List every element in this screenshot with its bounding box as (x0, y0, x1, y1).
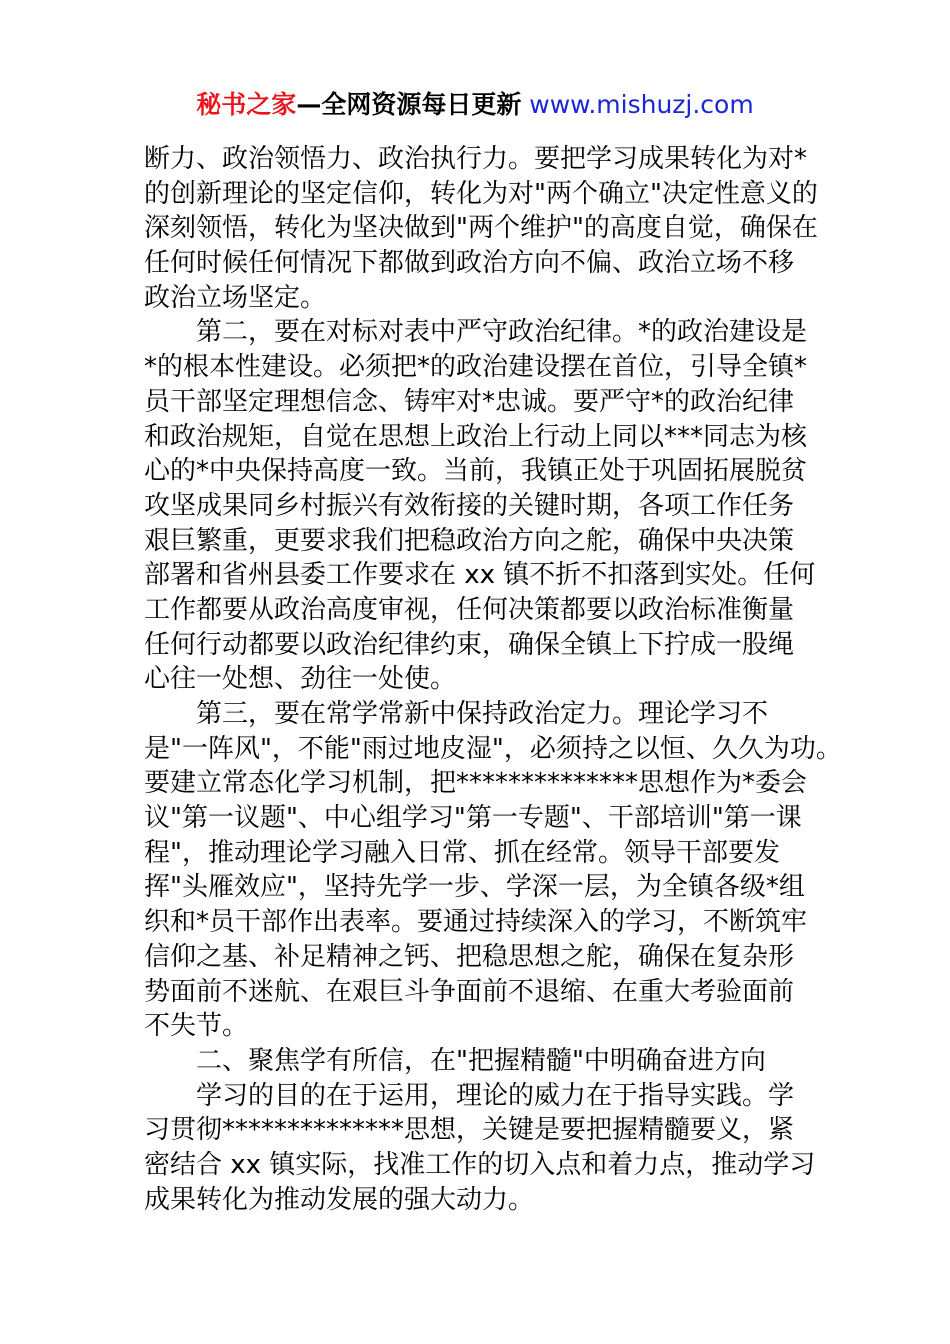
text-line: 习贯彻**************思想，关键是要把握精髓要义，紧 (144, 1115, 795, 1146)
paragraph-start-line: 第二，要在对标对表中严守政治纪律。*的政治建设是 (196, 317, 808, 348)
text-line: 任何时候任何情况下都做到政治方向不偏、政治立场不移 (144, 248, 795, 279)
text-line: 政治立场坚定。 (144, 282, 327, 313)
brand-name: 秘书之家 (196, 90, 297, 119)
document-body (144, 142, 842, 1217)
text-line: 攻坚成果同乡村振兴有效衔接的关键时期，各项工作任务 (144, 490, 795, 521)
text-line: 心往一处想、劲往一处使。 (144, 664, 457, 695)
text-line: 的创新理论的坚定信仰，转化为对"两个确立"决定性意义的 (144, 178, 818, 209)
text-line: 不失节。 (144, 1011, 249, 1042)
header-url-link[interactable]: www.mishuzj.com (529, 90, 754, 119)
section-heading: 二、聚焦学有所信，在"把握精髓"中明确奋进方向 (196, 1045, 766, 1076)
text-line: 部署和省州县委工作要求在 xx 镇不折不扣落到实处。任何 (144, 560, 816, 591)
text-line: 断力、政治领悟力、政治执行力。要把学习成果转化为对* (144, 144, 808, 174)
text-line: 密结合 xx 镇实际，找准工作的切入点和着力点，推动学习 (144, 1149, 816, 1180)
text-line: 议"第一议题"、中心组学习"第一专题"、干部培训"第一课 (144, 803, 802, 834)
text-line: 成果转化为推动发展的强大动力。 (144, 1184, 535, 1215)
text-line: 心的*中央保持高度一致。当前，我镇正处于巩固拓展脱贫 (144, 456, 808, 487)
text-line: 是"一阵风"，不能"雨过地皮湿"，必须持之以恒、久久为功。 (144, 733, 842, 764)
text-line: 工作都要从政治高度审视，任何决策都要以政治标准衡量 (144, 594, 795, 625)
text-line: 程"，推动理论学习融入日常、抓在经常。领导干部要发 (144, 837, 780, 868)
text-line: 员干部坚定理想信念、铸牢对*忠诚。要严守*的政治纪律 (144, 386, 795, 417)
text-line: 势面前不迷航、在艰巨斗争面前不退缩、在重大考验面前 (144, 976, 795, 1007)
text-line: 挥"头雁效应"，坚持先学一步、学深一层，为全镇各级*组 (144, 872, 805, 903)
text-line: 深刻领悟，转化为坚决做到"两个维护"的高度自觉，确保在 (144, 213, 818, 244)
text-line: 任何行动都要以政治纪律约束，确保全镇上下拧成一股绳 (144, 629, 795, 660)
text-line: 艰巨繁重，更要求我们把稳政治方向之舵，确保中央决策 (144, 525, 795, 556)
paragraph-start-line: 学习的目的在于运用，理论的威力在于指导实践。学 (196, 1080, 795, 1111)
text-line: *的根本性建设。必须把*的政治建设摆在首位，引导全镇* (144, 352, 808, 383)
text-line: 要建立常态化学习机制，把**************思想作为*委会 (144, 768, 808, 799)
paragraph-start-line: 第三，要在常学常新中保持政治定力。理论学习不 (196, 699, 769, 729)
text-line: 织和*员干部作出表率。要通过持续深入的学习，不断筑牢 (144, 907, 808, 938)
header-tagline: —全网资源每日更新 (296, 90, 522, 119)
text-line: 信仰之基、补足精神之钙、把稳思想之舵，确保在复杂形 (144, 941, 795, 972)
page-header (0, 88, 950, 122)
text-line: 和政治规矩，自觉在思想上政治上行动上同以***同志为核 (144, 421, 808, 452)
